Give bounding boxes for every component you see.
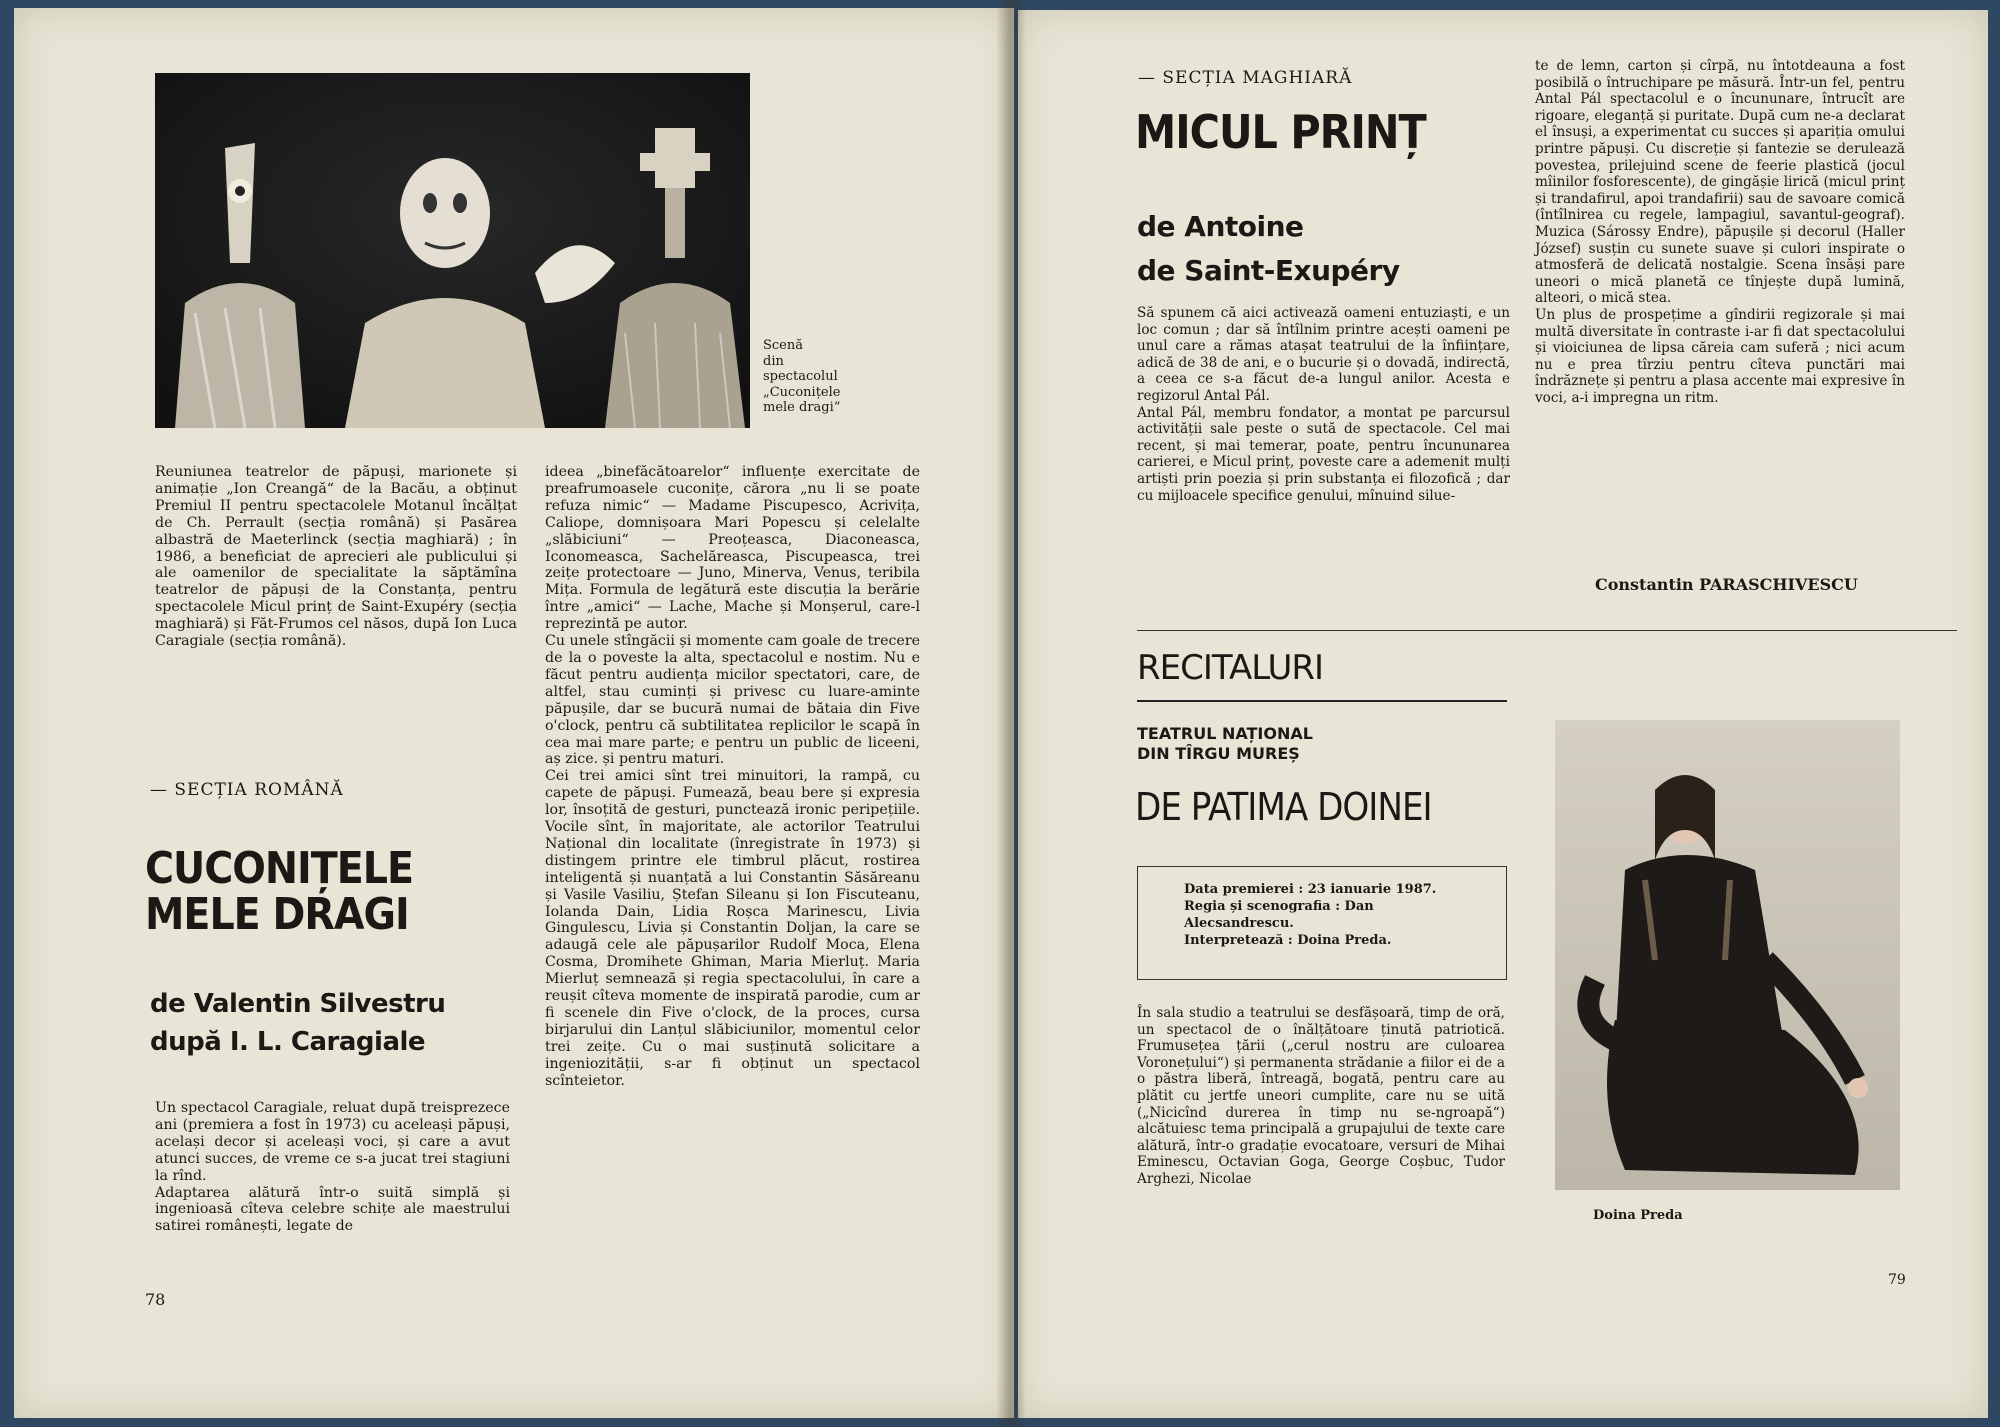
micul-print-body-col1: Să spunem că aici activează oameni entuziaști, e un loc comun ; dar să întîlnim printre acești oameni pe unul care a rămas atașat teatrului de la înființare, adică de 38 de ani, e o bucurie și o dovadă, indirectă, a ceea ce s-a făcut de-a lungul anilor. Acesta e regizorul Antal Pál. Antal Pál, membru fondator, a montat pe parcursul activității sale peste o sută de spectacole. Cel mai recent, și mai temerar, poate, pentru încununarea carierei, e Micul prinț, poveste care a ademenit mulți artiști prin poezia și prin substanța ei filozofică ; dar cu mijloacele specifice genului, mînuind silue- <box>1137 305 1510 504</box>
puppet-scene-illustration <box>155 73 750 428</box>
article-title-cuconitele: CUCONIȚELE MELE DRAGI <box>145 843 414 941</box>
micul-print-body-col2: te de lemn, carton și cîrpă, nu întotdeauna a fost posibilă o întruchipare pe măsură. Într-un fel, pentru Antal Pál spectacolul e o încununare, întrucît are rigoare, eleganță și puritate. După cum ne-a declarat el însuși, a experimentat cu succes și apariția omului printre păpuși. Cu discreție și fantezie se derulează povestea, prilejuind scene de feerie plastică (jocul mîinilor fosforescente), de gingășie lirică (micul prinț și trandafirul, apoi trandafirii) sau de savoare comică (întîlnirea cu regele, lampagiul, savantul-geograf). Muzica (Sárossy Endre), păpușile și decorul (Haller József) susțin cu sunete suave și culori inspirate o atmosferă de delicată nostalgie. Scena însăși pare uneori o mică planetă ce tînjește după lumină, alteori, o mică stea. Un plus de prospețime a gîndirii regizorale și mai multă diversitate în contraste i-ar fi dat spectacolului și vioiciunea de lipsa căreia cam suferă ; nici acum nu e prea tîrziu pentru cîteva punctări mai îndrăznețe și pentru a plasa accente mai expresive în voci, a-i impregna un ritm. <box>1535 58 1905 406</box>
article-body-col2: ideea „binefăcătoarelor“ influențe exercitate de preafrumoasele cuconițe, cărora „nu li se poate refuza nimic“ — Madame Piscupesco, Acrivița, Caliope, domnișoara Mari Popescu și celelalte „slăbiciuni“ — Preoțeasca, Diaconeasca, Iconomeasca, Sachelăreasca, Piscupeasca, trei zeițe protectoare — Juno, Minerva, Venus, teribila Mița. Formula de legătură este discuția la berărie între „amici“ — Lache, Mache și Monșerul, care-l reprezintă pe autor. Cu unele stîngăcii și momente cam goale de trecere de la o poveste la alta, spectacolul e nostim. Nu e făcut pentru audiența micilor spectatori, care, de altfel, stau cuminți și privesc cu luare-aminte păpușile, dar se bucură numai de bătaia din Five o'clock, pentru că subtilitatea replicilor le scapă în cea mai mare parte; e pentru un public de liceeni, aș zice. și pentru maturi. Cei trei amici sînt trei minuitori, la rampă, cu capete de păpuși. Fumează, beau bere și expresia lor, însoțită de gesturi, punctează ironic peripețiile. Vocile sînt, în majoritate, ale actorilor Teatrului Național din localitate (înregistrate în 1973) și distingem printre ele timbrul plăcut, rostirea inteligentă și nuanțată a lui Constantin Săsăreanu și Vasile Vasiliu, Ștefan Sileanu și Ion Fiscuteanu, Iolanda Dain, Lidia Roșca Marinescu, Livia Gingulescu, Livia și Constantin Doljan, la care se adaugă cele ale păpușarilor Rudolf Moca, Elena Cosma, Dromihete Ghiman, Maria Mierluț. Maria Mierluț semnează și regia spectacolului, în care a reușit cîteva momente de inspirată parodie, cum ar fi scenele din Five o'clock, de la proces, cursa birjarului din Lanțul slăbiciunilor, momentul celor trei zeițe. Cu o mai susținută solicitare a ingeniozității, s-ar fi obținut un spectacol scînteietor. <box>545 464 920 1089</box>
section-divider <box>1137 630 1957 631</box>
book-gutter <box>996 0 1026 1427</box>
article-body-col1: Un spectacol Caragiale, reluat după treisprezece ani (premiera a fost în 1973) cu aceleași păpuși, același decor și aceleași voci, și care a avut atunci succes, de vreme ce s-a jucat trei stagiuni la rînd. Adaptarea alătură într-o suită simplă și ingenioasă cîteva celebre schițe ale maestrului satirei românești, legate de <box>155 1100 510 1235</box>
author-signature: Constantin PARASCHIVESCU <box>1595 575 1858 594</box>
photo-caption-doina-preda: Doina Preda <box>1593 1208 1683 1223</box>
recital-title-de-patima-doinei: DE PATIMA DOINEI <box>1135 785 1432 829</box>
recitaluri-heading: RECITALURI <box>1137 648 1324 688</box>
doina-preda-photo <box>1555 720 1900 1190</box>
photo-caption-cuconitele: Scenă din spectacolul „Cuconițele mele dragi“ <box>763 338 841 415</box>
premiere-info-box <box>1137 866 1507 980</box>
page-number-left: 78 <box>145 1290 166 1309</box>
section-label-romana: — SECȚIA ROMÂNĂ <box>150 780 344 800</box>
puppet-scene-photo <box>155 73 750 428</box>
article-subtitle-saint-exupery: de Antoine de Saint-Exupéry <box>1137 210 1400 287</box>
intro-paragraph: Reuniunea teatrelor de păpuși, marionete și animație „Ion Creangă“ de la Bacău, a obținut Premiul II pentru spectacolele Motanul încălțat de Ch. Perrault (secția română) și Pasărea albastră de Maeterlinck (secția maghiară) ; în 1986, a beneficiat de aprecieri ale publicului și ale oamenilor de specialitate la săptămîna teatrelor de păpuși de la Constanța, pentru spectacolele Micul prinț de Saint-Exupéry (secția maghiară) și Făt-Frumos cel năsos, după Ion Luca Caragiale (secția română). <box>155 464 517 650</box>
recital-body: În sala studio a teatrului se desfășoară, timp de oră, un spectacol de o înălțătoare ținută patriotică. Frumusețea țării („cerul nostru are culoarea Voronețului“) și permanenta strădanie a fiilor ei de a o păstra liberă, întreagă, bogată, pentru care au plătit cu jertfe uneori cumplite, care nu se uită („Nicicînd durerea în timp nu se-ngroapă“) alcătuiesc tema principală a grupajului de texte care alătură, într-o gradație evocatoare, versuri de Mihai Eminescu, Octavian Goga, George Coșbuc, Tudor Arghezi, Nicolae <box>1137 1005 1505 1187</box>
article-subtitle-author: de Valentin Silvestru după I. L. Caragiale <box>150 989 446 1057</box>
theatre-name: TEATRUL NAȚIONAL DIN TÎRGU MUREȘ <box>1137 724 1313 763</box>
article-title-micul-print: MICUL PRINȚ <box>1135 105 1426 159</box>
page-number-right: 79 <box>1888 1272 1906 1288</box>
doina-preda-illustration <box>1555 720 1900 1190</box>
premiere-info-text: Data premierei : 23 ianuarie 1987. Regia și scenografia : Dan Alecsandrescu. Interpretează : Doina Preda. <box>1184 882 1437 948</box>
recitaluri-underline <box>1137 700 1507 702</box>
section-label-maghiara: — SECȚIA MAGHIARĂ <box>1138 68 1353 88</box>
